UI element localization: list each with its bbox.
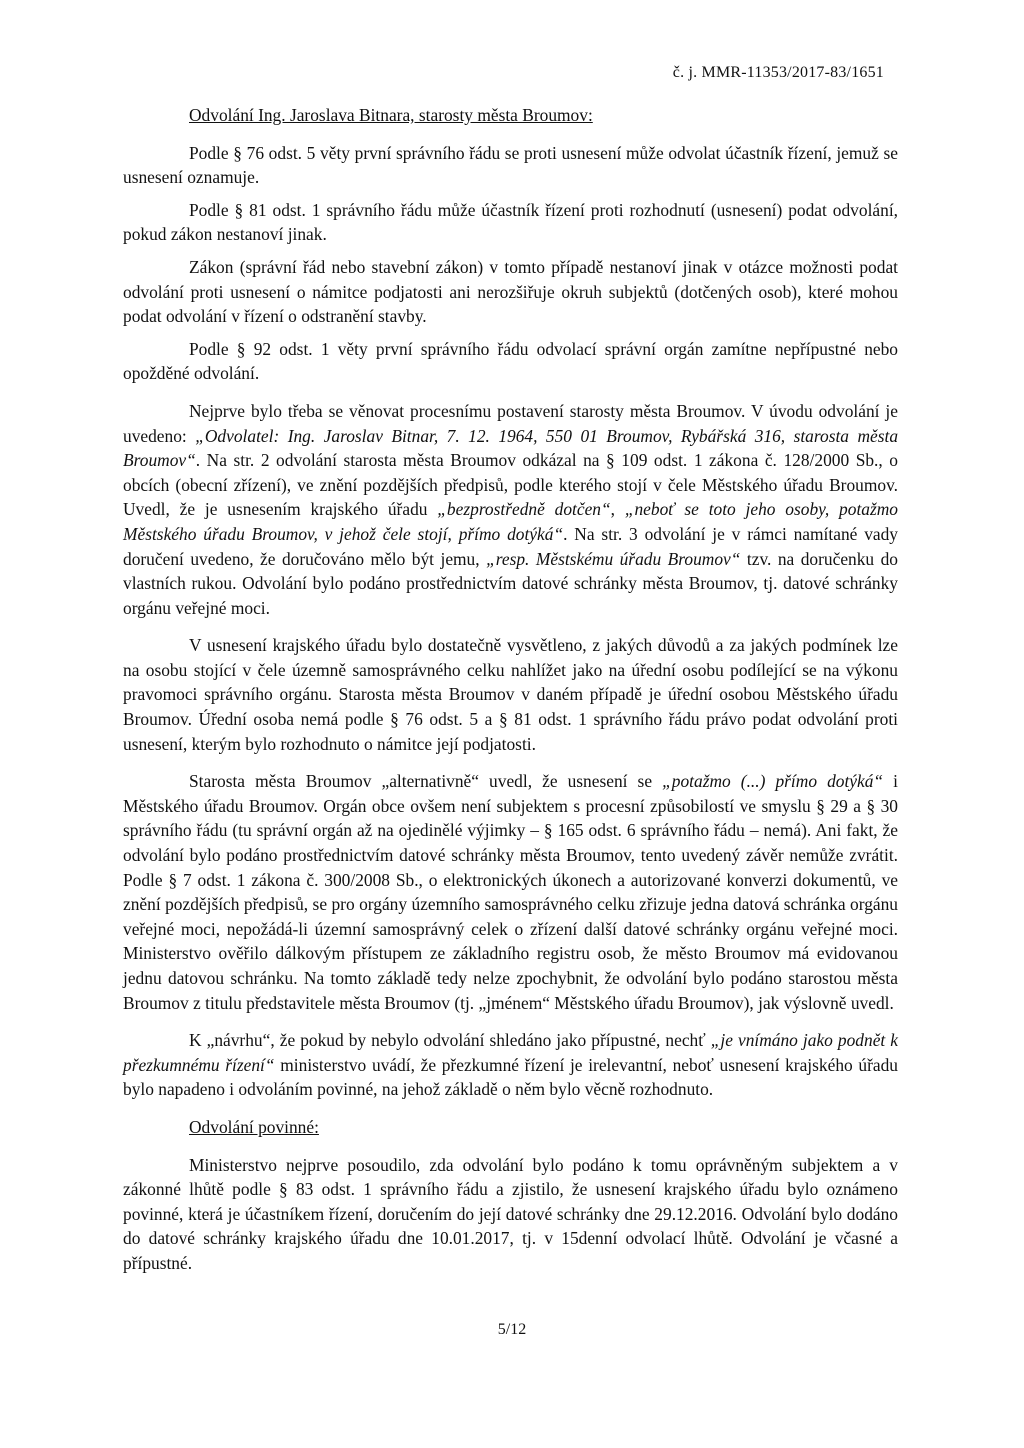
text-run: K „návrhu“, že pokud by nebylo odvolání shledáno jako přípustné, nechť <box>189 1030 711 1051</box>
text-run: Starosta města Broumov „alternativně“ uvedl, že usnesení se <box>189 771 663 792</box>
quotation: „bezprostředně dotčen“ <box>437 499 611 520</box>
text-run: tzv. na doručenku do vlastních rukou. Odvolání bylo podáno prostřednictvím datové schránky města Broumov, tj. datové schránky orgánu veřejné moci. <box>123 548 898 618</box>
quotation: „Odvolatel: Ing. Jaroslav Bitnar, 7. 12. 1964, 550 01 Broumov, Rybářská 316, starosta města Broumov“ <box>123 425 899 471</box>
page-number: 5/12 <box>497 1321 527 1338</box>
paragraph <box>123 1028 898 1102</box>
paragraph: Podle § 81 odst. 1 správního řádu může účastník řízení proti rozhodnutí (usnesení) podat odvolání, pokud zákon nestanoví jinak. <box>123 199 898 245</box>
text-run: Nejprve bylo třeba se věnovat procesnímu postavení starosty města Broumov. V úvodu odvolání je uvedeno: <box>123 400 898 446</box>
quotation: „je vnímáno jako podnět k přezkumnému řízení“ <box>123 1030 899 1075</box>
text-run: . Na str. 3 odvolání je v rámci namítané vady doručení uvedeno, že doručováno mělo být jemu, <box>123 523 898 569</box>
section-heading-bitnar: Odvolání Ing. Jaroslava Bitnara, starosty města Broumov: <box>189 105 593 125</box>
quotation: „potažmo (...) přímo dotýká“ <box>662 771 884 792</box>
section-heading-povinna: Odvolání povinné: <box>189 1116 319 1137</box>
document-body <box>123 103 898 1276</box>
paragraph: V usnesení krajského úřadu bylo dostatečně vysvětleno, z jakých důvodů a za jakých podmínek lze na osobu stojící v čele územně samosprávného celku nahlížet jako na úřední osobu podílející se na výkonu pravomoci správního orgánu. Starosta města Broumov v daném případě je úřední osobou Městského úřadu Broumov. Úřední osoba nemá podle § 76 odst. 5 a § 81 odst. 1 správního řádu právo podat odvolání proti usnesení, kterým bylo rozhodnuto o námitce její podjatosti. <box>123 635 898 754</box>
text-run: , <box>610 499 625 520</box>
quotation: „neboť se toto jeho osoby, potažmo Městského úřadu Broumov, v jehož čele stojí, přímo dotýká“ <box>123 499 898 544</box>
text-run: . Na str. 2 odvolání starosta města Broumov odkázal na § 109 odst. 1 zákona č. 128/2000 Sb., o obcích (obecní zřízení), ve znění pozdějších předpisů, podle kterého stojí v čele Městského úřadu Broumov. Uvedl, že je usnesením krajského úřadu <box>123 450 898 520</box>
text-run: ministerstvo uvádí, že přezkumné řízení je irelevantní, neboť usnesení krajského úřadu bylo napadeno i odvoláním povinné, na jehož základě o něm bylo věcně rozhodnuto. <box>123 1054 898 1100</box>
paragraph: Ministerstvo nejprve posoudilo, zda odvolání bylo podáno k tomu oprávněným subjektem a v zákonné lhůtě podle § 83 odst. 1 správního řádu a zjistilo, že usnesení krajského úřadu bylo oznámeno povinné, která je účastníkem řízení, doručením do její datové schránky dne 29.12.2016. Odvolání bylo dodáno do datové schránky krajského úřadu dne 10.01.2017, tj. v 15denní odvolací lhůtě. Odvolání je včasné a přípustné. <box>123 1154 898 1273</box>
quotation: „resp. Městskému úřadu Broumov“ <box>486 548 741 569</box>
paragraph: Podle § 92 odst. 1 věty první správního řádu odvolací správní orgán zamítne nepřípustné nebo opožděné odvolání. <box>123 338 898 384</box>
paragraph: Podle § 76 odst. 5 věty první správního řádu se proti usnesení může odvolat účastník řízení, jemuž se usnesení oznamuje. <box>123 142 898 188</box>
paragraph <box>123 399 898 620</box>
paragraph: Zákon (správní řád nebo stavební zákon) v tomto případě nestanoví jinak v otázce možnosti podat odvolání proti usnesení o námitce podjatosti ani nerozšiřuje okruh subjektů (dotčených osob), které mohou podat odvolání v řízení o odstranění stavby. <box>123 256 898 327</box>
reference-number: č. j. MMR-11353/2017-83/1651 <box>672 64 884 81</box>
text-run: i Městského úřadu Broumov. Orgán obce ovšem není subjektem s procesní způsobilostí ve smyslu § 29 a § 30 správního řádu (tu správní orgán až na ojedinělé výjimky – § 165 odst. 6 správního řádu – nemá). Ani fakt, že odvolání bylo podáno prostřednictvím datové schránky města Broumov, tento uvedený závěr nemůže zvrátit. Podle § 7 odst. 1 zákona č. 300/2008 Sb., o elektronických úkonech a autorizované konverzi dokumentů, ve znění pozdějších předpisů, se pro orgány územního samosprávného celku zřizuje jedna datová schránka orgánu veřejné moci, nepožádá-li územní samosprávný celek o zřízení další datové schránky orgánu veřejné moci. Ministerstvo ověřilo dálkovým přístupem ze základního registru osob, že město Broumov má evidovanou jednu datovou schránku. Na tomto základě tedy nelze zpochybnit, že odvolání bylo podáno starostou města Broumov z titulu představitele města Broumov (tj. „jménem“ Městského úřadu Broumov), jak výslovně uvedl. <box>123 771 899 1013</box>
paragraph <box>123 769 898 1015</box>
